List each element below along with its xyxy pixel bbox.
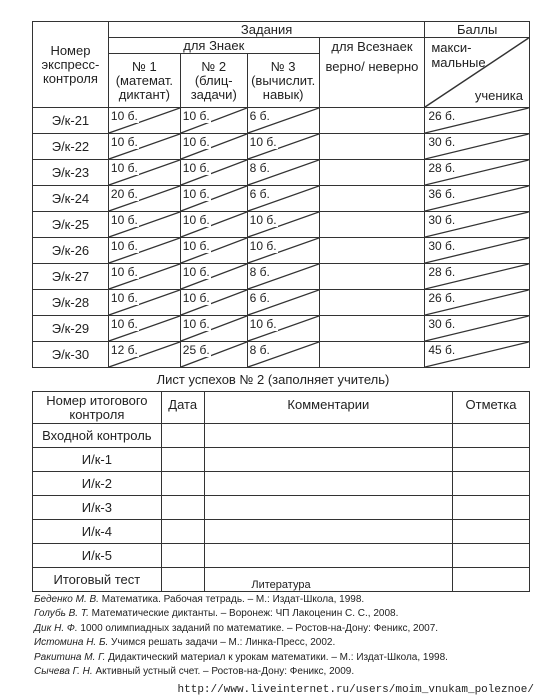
comments-cell [204, 520, 452, 544]
task-score-cell [180, 186, 247, 212]
literature-author: Истомина Н. Б. [34, 637, 109, 648]
points-split-header [425, 38, 530, 108]
correct-cell [319, 212, 425, 238]
task-score: 10 б. [110, 135, 138, 149]
literature-text: 1000 олимпиадных заданий по математике. – Ростов-на-Дону: Феникс, 2007. [80, 622, 439, 634]
control-name: Э/к-26 [33, 238, 109, 264]
comments-header: Комментарии [204, 392, 452, 424]
mark-header: Отметка [453, 392, 530, 424]
task-score-cell [247, 316, 319, 342]
date-cell [161, 472, 204, 496]
comments-cell [204, 424, 452, 448]
final-control-name: И/к-4 [33, 520, 162, 544]
control-name: Э/к-25 [33, 212, 109, 238]
task-score: 10 б. [182, 291, 210, 305]
mark-cell [453, 520, 530, 544]
task-score-cell [108, 238, 180, 264]
task-score-cell [108, 186, 180, 212]
points-header: Баллы [425, 22, 530, 38]
task-score-cell [108, 264, 180, 290]
table-row [33, 424, 530, 448]
max-score-cell [425, 212, 530, 238]
task-score: 10 б. [182, 317, 210, 331]
task-score-cell [180, 316, 247, 342]
task-score: 10 б. [249, 239, 277, 253]
correct-cell [319, 316, 425, 342]
max-score-cell [425, 108, 530, 134]
literature-item [32, 607, 530, 622]
date-cell [161, 544, 204, 568]
comments-cell [204, 496, 452, 520]
task-score-cell [247, 290, 319, 316]
final-control-name: Входной контроль [33, 424, 162, 448]
max-score: 30 б. [428, 213, 456, 227]
task-score: 10 б. [110, 291, 138, 305]
final-control-name: Итоговый тест [33, 568, 162, 592]
max-score: 45 б. [428, 343, 456, 357]
task-score-cell [108, 212, 180, 238]
table-row [33, 264, 530, 290]
task2-header: № 2 (блиц-задачи) [180, 54, 247, 108]
comments-cell [204, 448, 452, 472]
final-control-table [32, 391, 530, 592]
task-score-cell [180, 160, 247, 186]
task-score-cell [180, 134, 247, 160]
correct-label: верно/ неверно [325, 59, 419, 74]
task-score-cell [247, 264, 319, 290]
student-label: ученика [474, 88, 523, 103]
task-score: 10 б. [182, 135, 210, 149]
task-score: 10 б. [182, 109, 210, 123]
literature-item [32, 651, 530, 666]
task-score-cell [108, 342, 180, 368]
task-score-cell [180, 238, 247, 264]
table-row [33, 448, 530, 472]
date-header: Дата [161, 392, 204, 424]
table-row [33, 212, 530, 238]
col-number-header: Номер экспресс-контроля [33, 22, 109, 108]
table-row [33, 544, 530, 568]
task3-header: № 3 (вычислит. навык) [247, 54, 319, 108]
task-score: 8 б. [249, 343, 270, 357]
task-score: 10 б. [182, 213, 210, 227]
task-score: 12 б. [110, 343, 138, 357]
table-row [33, 160, 530, 186]
comments-cell [204, 472, 452, 496]
task-score: 10 б. [249, 317, 277, 331]
task-score-cell [247, 186, 319, 212]
task-score-cell [108, 316, 180, 342]
task-score-cell [247, 342, 319, 368]
literature-item [32, 593, 530, 608]
table-row [33, 238, 530, 264]
literature-text: Активный устный счет. – Ростов-на-Дону: Феникс, 2009. [95, 666, 355, 677]
max-score: 28 б. [428, 265, 456, 279]
final-control-name: И/к-5 [33, 544, 162, 568]
control-name: Э/к-28 [33, 290, 109, 316]
task-score: 10 б. [110, 109, 138, 123]
correct-cell [319, 108, 425, 134]
task-score: 10 б. [110, 213, 138, 227]
mark-cell [453, 448, 530, 472]
date-cell [161, 520, 204, 544]
task-score: 6 б. [249, 109, 270, 123]
table-row [33, 496, 530, 520]
literature-section [32, 578, 530, 680]
task-score-cell [180, 212, 247, 238]
task-score: 10 б. [110, 161, 138, 175]
control-name: Э/к-29 [33, 316, 109, 342]
table-row [33, 520, 530, 544]
task-score: 10 б. [110, 317, 138, 331]
task-score-cell [180, 342, 247, 368]
max-score-cell [425, 342, 530, 368]
max-score-cell [425, 186, 530, 212]
task-score: 10 б. [110, 265, 138, 279]
max-score-cell [425, 316, 530, 342]
task-score-cell [180, 108, 247, 134]
literature-text: Учимся решать задачи – М.: Линка-Пресс, 2002. [111, 637, 336, 648]
table-row [33, 342, 530, 368]
literature-item [32, 636, 530, 651]
task-score-cell [180, 290, 247, 316]
final-number-header: Номер итогового контроля [33, 392, 162, 424]
task-score: 10 б. [182, 161, 210, 175]
table-row [33, 472, 530, 496]
control-name: Э/к-27 [33, 264, 109, 290]
task-score: 10 б. [182, 239, 210, 253]
for-all-label: для Всезнаек [331, 39, 413, 54]
task-score: 25 б. [182, 343, 210, 357]
mark-cell [453, 424, 530, 448]
max-score: 30 б. [428, 135, 456, 149]
max-label: макси-мальные [431, 40, 486, 70]
literature-author: Дик Н. Ф. [34, 622, 78, 634]
correct-cell [319, 238, 425, 264]
mark-cell [453, 496, 530, 520]
control-name: Э/к-22 [33, 134, 109, 160]
date-cell [161, 496, 204, 520]
literature-item [32, 622, 530, 637]
task-score: 10 б. [182, 265, 210, 279]
max-score: 36 б. [428, 187, 456, 201]
max-score: 26 б. [428, 291, 456, 305]
table-row [33, 134, 530, 160]
literature-author: Ракитина М. Г. [34, 651, 106, 663]
for-knower-header: для Знаек [108, 38, 319, 54]
task-score: 10 б. [182, 187, 210, 201]
table-row [33, 186, 530, 212]
task-score-cell [108, 134, 180, 160]
task-score-cell [247, 212, 319, 238]
control-name: Э/к-21 [33, 108, 109, 134]
max-score: 28 б. [428, 161, 456, 175]
date-cell [161, 424, 204, 448]
task-score: 10 б. [249, 213, 277, 227]
task-score: 6 б. [249, 291, 270, 305]
final-control-name: И/к-3 [33, 496, 162, 520]
for-all-header [319, 38, 425, 108]
task-score-cell [247, 134, 319, 160]
literature-author: Беденко М. В. [34, 593, 99, 605]
literature-author: Сычева Г. Н. [34, 666, 93, 677]
task-score-cell [108, 160, 180, 186]
task-score-cell [247, 238, 319, 264]
literature-title: Литература [251, 579, 311, 591]
max-score: 30 б. [428, 239, 456, 253]
mark-cell [453, 472, 530, 496]
success-sheet-title: Лист успехов № 2 (заполняет учитель) [156, 372, 390, 387]
literature-text: Математика. Рабочая тетрадь. – М.: Издат-Школа, 1998. [101, 593, 365, 605]
task-score: 10 б. [110, 239, 138, 253]
control-name: Э/к-24 [33, 186, 109, 212]
task-score: 8 б. [249, 265, 270, 279]
control-name: Э/к-23 [33, 160, 109, 186]
literature-item [32, 665, 530, 680]
tasks-header: Задания [108, 22, 424, 38]
correct-cell [319, 290, 425, 316]
max-score-cell [425, 264, 530, 290]
literature-text: Математические диктанты. – Воронеж: ЧП Лакоценин С. С., 2008. [91, 608, 399, 619]
correct-cell [319, 160, 425, 186]
max-score-cell [425, 290, 530, 316]
date-cell [161, 448, 204, 472]
literature-text: Дидактический материал к урокам математики. – М.: Издат-Школа, 1998. [108, 651, 448, 663]
task-score: 8 б. [249, 161, 270, 175]
correct-cell [319, 134, 425, 160]
task-score: 20 б. [110, 187, 138, 201]
express-control-table [32, 21, 530, 368]
task-score-cell [247, 108, 319, 134]
correct-cell [319, 342, 425, 368]
table-row [33, 108, 530, 134]
final-control-name: И/к-2 [33, 472, 162, 496]
task-score: 6 б. [249, 187, 270, 201]
max-score-cell [425, 134, 530, 160]
task-score-cell [108, 108, 180, 134]
table-row [33, 290, 530, 316]
max-score-cell [425, 160, 530, 186]
table-row [33, 316, 530, 342]
literature-author: Голубь В. Т. [34, 608, 89, 619]
correct-cell [319, 186, 425, 212]
task-score-cell [247, 160, 319, 186]
correct-cell [319, 264, 425, 290]
task-score: 10 б. [249, 135, 277, 149]
max-score: 26 б. [428, 109, 456, 123]
task1-header: № 1 (математ. диктант) [108, 54, 180, 108]
task-score-cell [108, 290, 180, 316]
final-control-name: И/к-1 [33, 448, 162, 472]
max-score-cell [425, 238, 530, 264]
watermark-url: http://www.liveinternet.ru/users/moim_vnukam_poleznoe/ [177, 684, 534, 696]
mark-cell [453, 544, 530, 568]
comments-cell [204, 544, 452, 568]
task-score-cell [180, 264, 247, 290]
max-score: 30 б. [428, 317, 456, 331]
control-name: Э/к-30 [33, 342, 109, 368]
